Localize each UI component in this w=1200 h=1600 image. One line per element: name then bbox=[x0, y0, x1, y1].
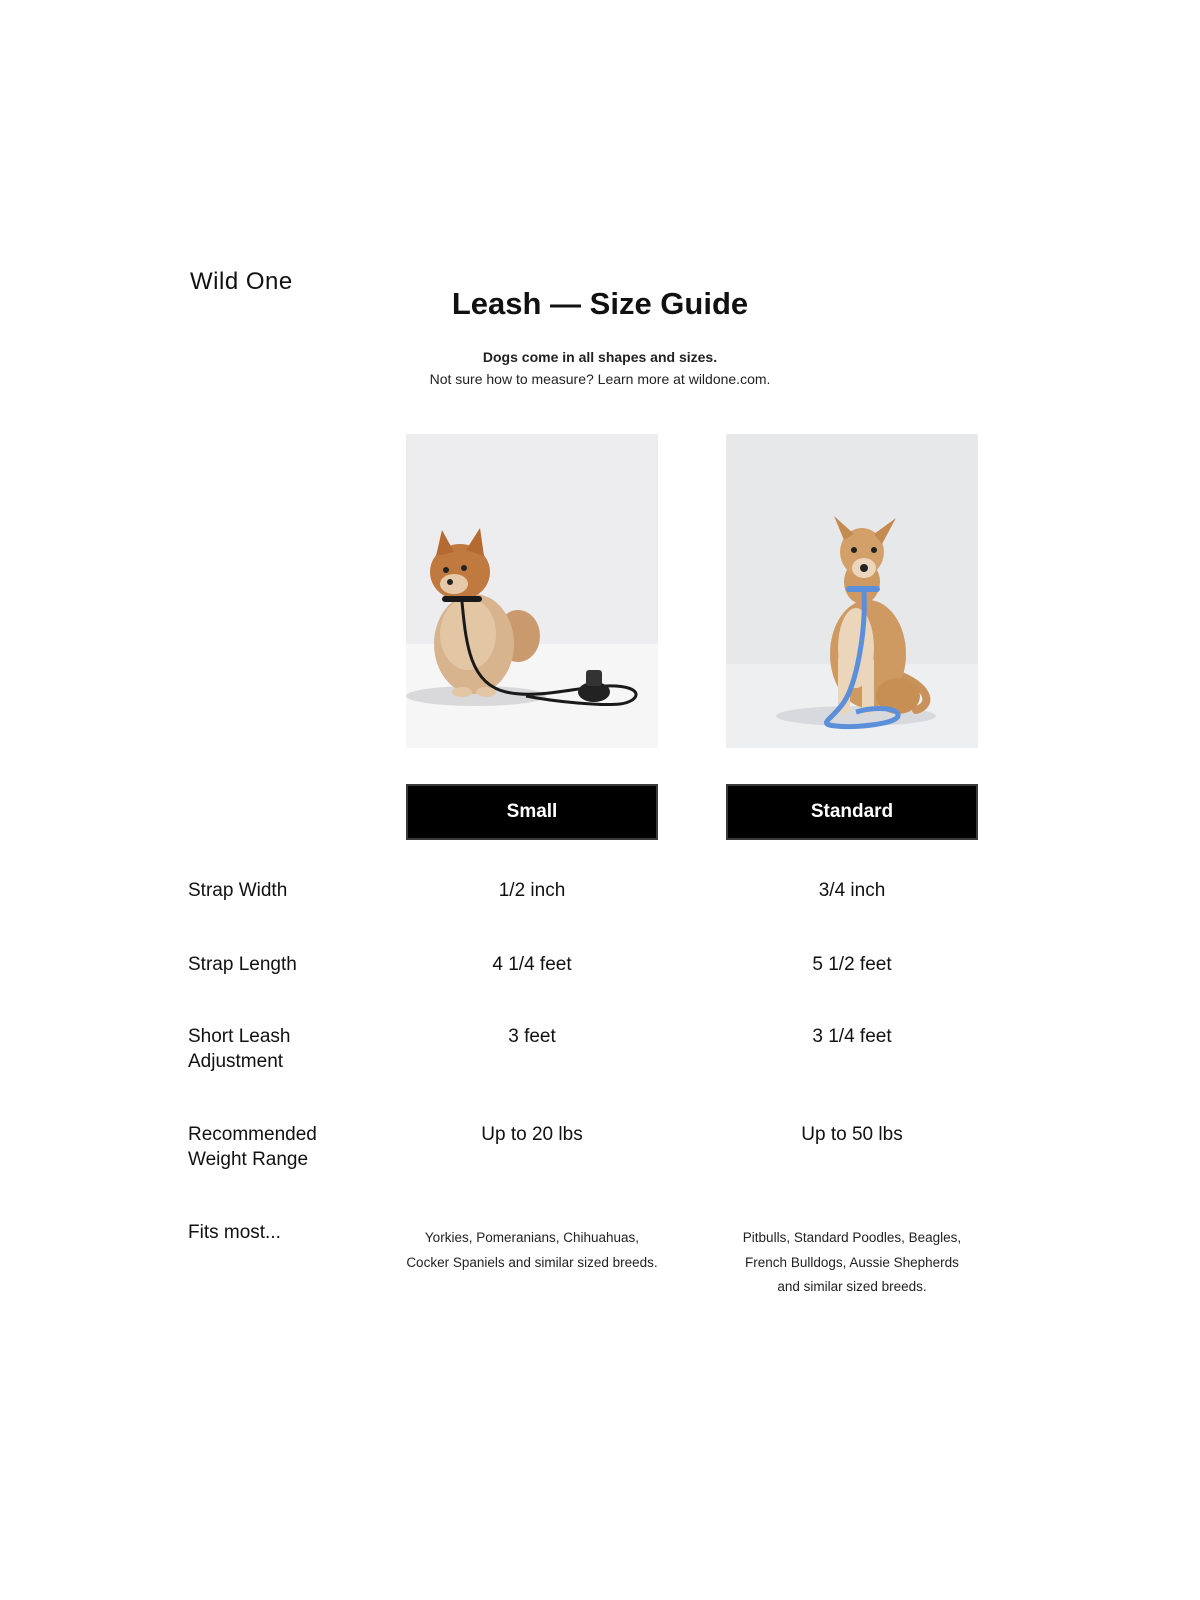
standard-dog-photo bbox=[726, 434, 978, 748]
brand-logo: Wild One bbox=[190, 268, 293, 295]
standard-strap-width: 3/4 inch bbox=[818, 880, 886, 901]
page-subtitle bbox=[0, 346, 1200, 390]
row-label-fits-most: Fits most... bbox=[188, 1222, 281, 1243]
size-standard-button[interactable]: Standard bbox=[726, 784, 978, 840]
standard-strap-length: 5 1/2 feet bbox=[812, 954, 892, 975]
standard-weight-range: Up to 50 lbs bbox=[801, 1124, 903, 1145]
row-label-strap-length: Strap Length bbox=[188, 954, 297, 975]
row-label-recommended-weight-range: Recommended Weight Range bbox=[188, 1124, 317, 1170]
small-fits-breeds: Yorkies, Pomeranians, Chihuahuas, Cocker Spaniels and similar sized breeds. bbox=[406, 1230, 658, 1270]
standard-fits-breeds: Pitbulls, Standard Poodles, Beagles, French Bulldogs, Aussie Shepherds and similar sized breeds. bbox=[742, 1230, 962, 1294]
subtitle-lead: Dogs come in all shapes and sizes. bbox=[482, 349, 718, 365]
small-strap-length: 4 1/4 feet bbox=[492, 954, 572, 975]
row-label-short-leash-adjustment: Short Leash Adjustment bbox=[188, 1026, 291, 1072]
small-strap-width: 1/2 inch bbox=[498, 880, 566, 901]
small-dog-photo bbox=[406, 434, 658, 748]
page-title: Leash — Size Guide bbox=[451, 286, 749, 321]
size-small-button[interactable]: Small bbox=[406, 784, 658, 840]
small-weight-range: Up to 20 lbs bbox=[481, 1124, 583, 1145]
row-label-strap-width: Strap Width bbox=[188, 880, 288, 901]
small-short-leash-adjustment: 3 feet bbox=[508, 1026, 556, 1047]
standard-short-leash-adjustment: 3 1/4 feet bbox=[812, 1026, 892, 1047]
subtitle-learn-more: Not sure how to measure? Learn more at wildone.com. bbox=[429, 371, 771, 387]
